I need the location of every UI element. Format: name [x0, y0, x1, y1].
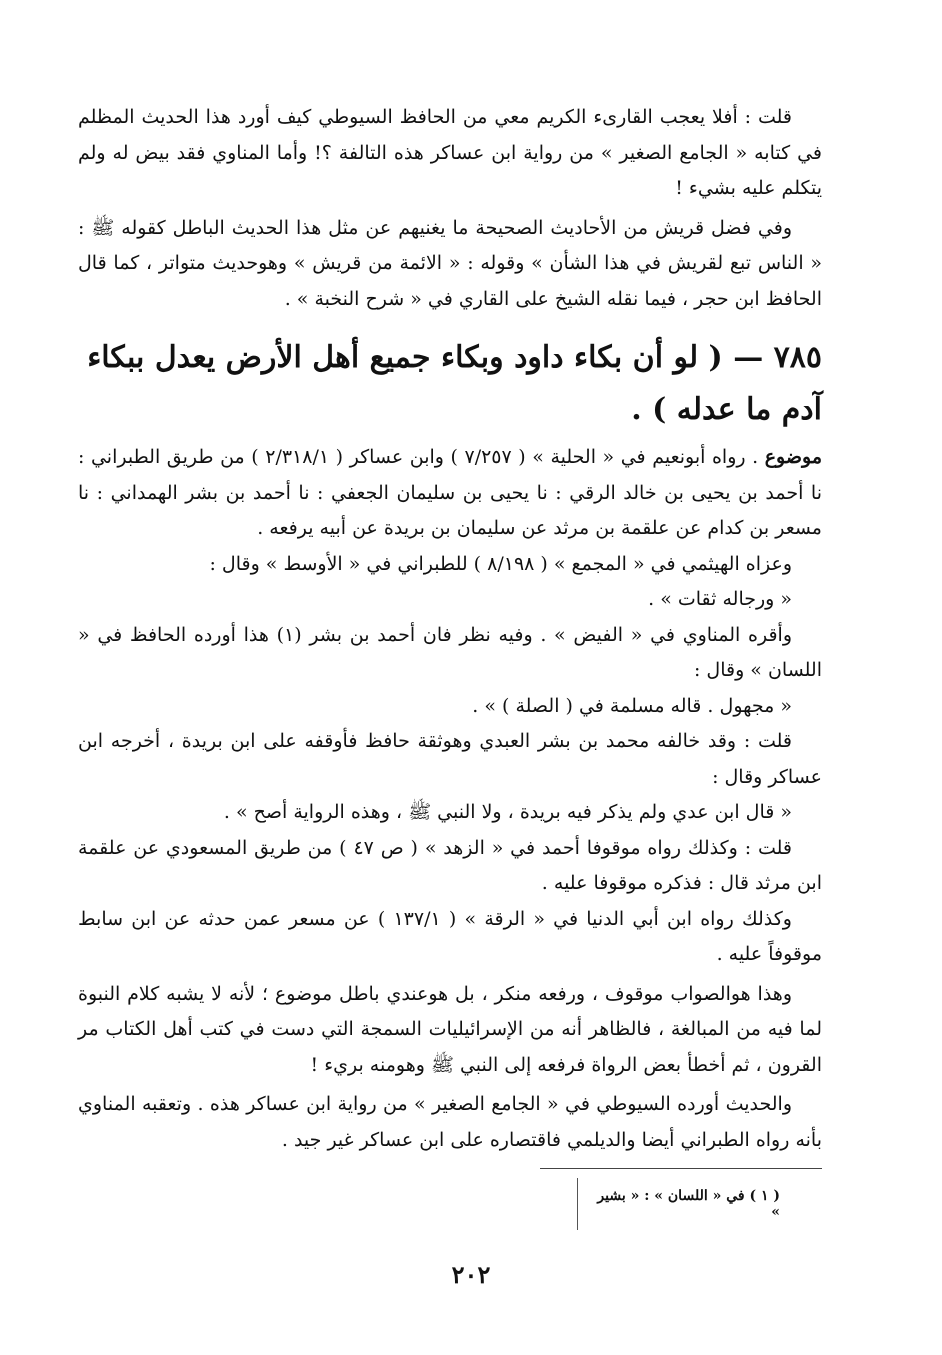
footnote-separator: [540, 1168, 822, 1169]
paragraph-jami-saghir: والحديث أورده السيوطي في « الجامع الصغير » من رواية ابن عساكر هذه . وتعقبه المناوي بأنه رواه الطبراني أيضا والديلمي فاقتصاره على ابن عساكر غير جيد .: [78, 1093, 822, 1151]
quote-ibn-adi: « قال ابن عدي ولم يذكر فيه بريدة ، ولا النبي ﷺ ، وهذه الرواية أصح » .: [223, 801, 792, 823]
opening-section: [78, 100, 822, 317]
quote-majhul: « مجهول . قاله مسلمة في ( الصلة ) » .: [472, 694, 792, 717]
paragraph-riqqa: وكذلك رواه ابن أبي الدنيا في « الرقة » ( ١٣٧/١ ) عن مسعر عمن حدثه عن ابن سابط موقوفاً عليه .: [78, 907, 822, 965]
paragraph-abdi: قلت : وقد خالفه محمد بن بشر العبدي وهوثقة حافظ فأوقفه على ابن بريدة ، أخرجه ابن عساكر وقال :: [78, 730, 822, 788]
takhrij-text: . رواه أبونعيم في « الحلية » ( ٧/٢٥٧ ) وابن عساكر ( ٢/٣١٨/١ ) من طريق الطبراني : نا أحمد بن يحيى بن خالد الرقي : نا يحيى بن سليمان الجعفي : نا أحمد بن بشر الهمداني : نا مسعر بن كدام عن علقمة بن مرثد عن سليمان بن بريدة عن أبيه يرفعه .: [78, 446, 822, 539]
page-number: ٢٠٢: [451, 1260, 491, 1289]
footnote-side-rule: [577, 1178, 578, 1230]
paragraph-haythami: وعزاه الهيثمي في « المجمع » ( ٨/١٩٨ ) للطبراني في « الأوسط » وقال :: [209, 552, 792, 575]
footnote: ( ١ ) في « اللسان » : « بشير »: [597, 1188, 780, 1220]
paragraph-mawquf: وهذا هوالصواب موقوف ، ورفعه منكر ، بل هوعندي باطل موضوع ؛ لأنه لا يشبه كلام النبوة لما فيه من المبالغة ، فالظاهر أنه من الإسرائيليات السمجة التي دست في كتب أهل الكتاب مر القرون ، ثم أخطأ بعض الرواة فرفعه إلى النبي ﷺ وهومنه بريء !: [78, 982, 822, 1076]
paragraph-qultu-opening: قلت : أفلا يعجب القارىء الكريم معي من الحافظ السيوطي كيف أورد هذا الحديث المظلم في كتابه « الجامع الصغير » من رواية ابن عساكر هذه التالفة ؟! وأما المناوي فقد بيض له ولم يتكلم عليه بشيء !: [78, 106, 822, 199]
paragraph-munawi: وأقره المناوي في « الفيض » . وفيه نظر فان أحمد بن بشر (١) هذا أورده الحافظ في « اللسان » وقال :: [78, 623, 822, 681]
hadith-heading: ٧٨٥ — ( لو أن بكاء داود وبكاء جميع أهل الأرض يعدل ببكاء آدم ما عدله ) .: [87, 340, 822, 427]
hadith-commentary: [78, 440, 822, 1158]
paragraph-takhrij: [78, 440, 822, 547]
paragraph-zuhd: قلت : وكذلك رواه موقوفا أحمد في « الزهد » ( ص ٤٧ ) من طريق المسعودي عن علقمة ابن مرثد قال : فذكره موقوفا عليه .: [78, 836, 822, 894]
quote-rijal-thiqat: « ورجاله ثقات » .: [648, 588, 792, 610]
paragraph-quraysh: وفي فضل قريش من الأحاديث الصحيحة ما يغنيهم عن مثل هذا الحديث الباطل كقوله ﷺ : « الناس تبع لقريش في هذا الشأن » وقوله : « الائمة من قريش » وهوحديث متواتر ، كما قال الحافظ ابن حجر ، فيما نقله الشيخ على القاري في « شرح النخبة » .: [78, 216, 822, 310]
ruling-label: موضوع: [764, 446, 822, 468]
